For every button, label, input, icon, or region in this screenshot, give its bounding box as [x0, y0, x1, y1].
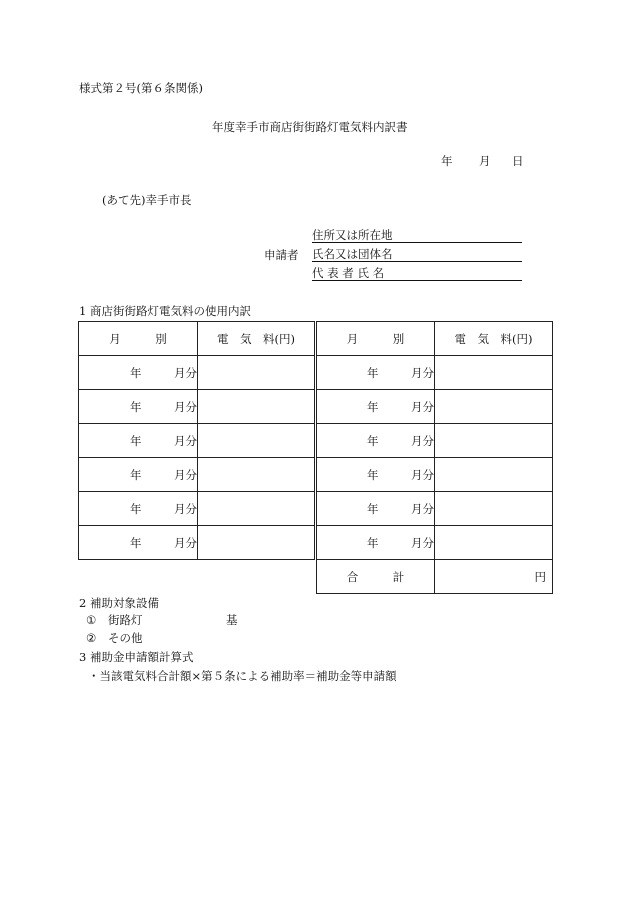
- item1-unit: 基: [226, 613, 238, 627]
- fee-cell: [198, 458, 315, 492]
- item2-mark: ②: [86, 631, 97, 645]
- month-mark: 月分: [174, 535, 197, 550]
- month-mark: 月分: [411, 467, 434, 482]
- month-cell: [317, 492, 435, 526]
- section3-heading: 3 補助金申請額計算式: [79, 650, 194, 664]
- year-mark: 年: [130, 467, 142, 482]
- fee-cell: [198, 526, 315, 560]
- month-cell: [317, 356, 435, 390]
- col-header-month: 月 別: [79, 322, 198, 356]
- month-cell: [79, 526, 198, 560]
- month-mark: 月分: [411, 535, 434, 550]
- col-header-fee: 電 気 料(円): [435, 322, 553, 356]
- table-header-row: [79, 322, 553, 356]
- applicant-representative: 代 表 者 氏 名: [312, 268, 522, 281]
- year-mark: 年: [367, 365, 379, 380]
- month-cell: [79, 492, 198, 526]
- table-row: [79, 458, 553, 492]
- fee-cell: [435, 424, 553, 458]
- year-mark: 年: [367, 535, 379, 550]
- month-cell: [317, 424, 435, 458]
- col-header-fee: 電 気 料(円): [198, 322, 315, 356]
- table-row: [79, 526, 553, 560]
- year-mark: 年: [367, 433, 379, 448]
- fee-cell: [198, 492, 315, 526]
- form-number: 様式第２号(第６条関係): [79, 81, 203, 95]
- section2-heading: 2 補助対象設備: [79, 596, 159, 610]
- document-title: 年度幸手市商店街街路灯電気料内訳書: [212, 120, 408, 134]
- year-mark: 年: [367, 399, 379, 414]
- item1-mark: ①: [86, 613, 97, 627]
- addressee: (あて先)幸手市長: [102, 193, 192, 207]
- month-cell: [79, 356, 198, 390]
- month-cell: [79, 424, 198, 458]
- total-row: [79, 560, 553, 594]
- table-row: [79, 356, 553, 390]
- formula-line: ・当該電気料合計額×第５条による補助率＝補助金等申請額: [88, 669, 397, 683]
- month-mark: 月分: [174, 501, 197, 516]
- month-cell: [79, 458, 198, 492]
- applicant-label: 申請者: [264, 248, 299, 262]
- electricity-fee-table: [78, 321, 553, 594]
- year-mark: 年: [367, 467, 379, 482]
- fee-cell: [435, 526, 553, 560]
- fee-cell: [198, 356, 315, 390]
- year-mark: 年: [130, 535, 142, 550]
- date-day: 日: [512, 154, 524, 168]
- fee-cell: [435, 390, 553, 424]
- year-mark: 年: [130, 399, 142, 414]
- month-cell: [79, 390, 198, 424]
- table-row: [79, 424, 553, 458]
- month-mark: 月分: [411, 365, 434, 380]
- section1-heading: 1 商店街街路灯電気料の使用内訳: [79, 304, 251, 318]
- fee-cell: [435, 458, 553, 492]
- month-mark: 月分: [174, 467, 197, 482]
- item1-label: 街路灯: [108, 613, 143, 627]
- applicant-name: 氏名又は団体名: [312, 249, 522, 262]
- month-cell: [317, 390, 435, 424]
- year-mark: 年: [130, 365, 142, 380]
- col-header-month: 月 別: [317, 322, 435, 356]
- fee-cell: [198, 424, 315, 458]
- total-label: 合 計: [317, 560, 435, 594]
- month-cell: [317, 458, 435, 492]
- month-mark: 月分: [174, 365, 197, 380]
- year-mark: 年: [130, 501, 142, 516]
- date-year: 年: [441, 154, 453, 168]
- total-unit: 円: [435, 560, 553, 594]
- fee-cell: [198, 390, 315, 424]
- month-mark: 月分: [174, 433, 197, 448]
- table-row: [79, 390, 553, 424]
- month-mark: 月分: [411, 399, 434, 414]
- month-mark: 月分: [411, 433, 434, 448]
- table-row: [79, 492, 553, 526]
- month-mark: 月分: [411, 501, 434, 516]
- fee-cell: [435, 492, 553, 526]
- fee-cell: [435, 356, 553, 390]
- year-mark: 年: [367, 501, 379, 516]
- month-cell: [317, 526, 435, 560]
- item2-label: その他: [108, 631, 143, 645]
- applicant-address: 住所又は所在地: [312, 230, 522, 243]
- date-month: 月: [479, 154, 491, 168]
- year-mark: 年: [130, 433, 142, 448]
- month-mark: 月分: [174, 399, 197, 414]
